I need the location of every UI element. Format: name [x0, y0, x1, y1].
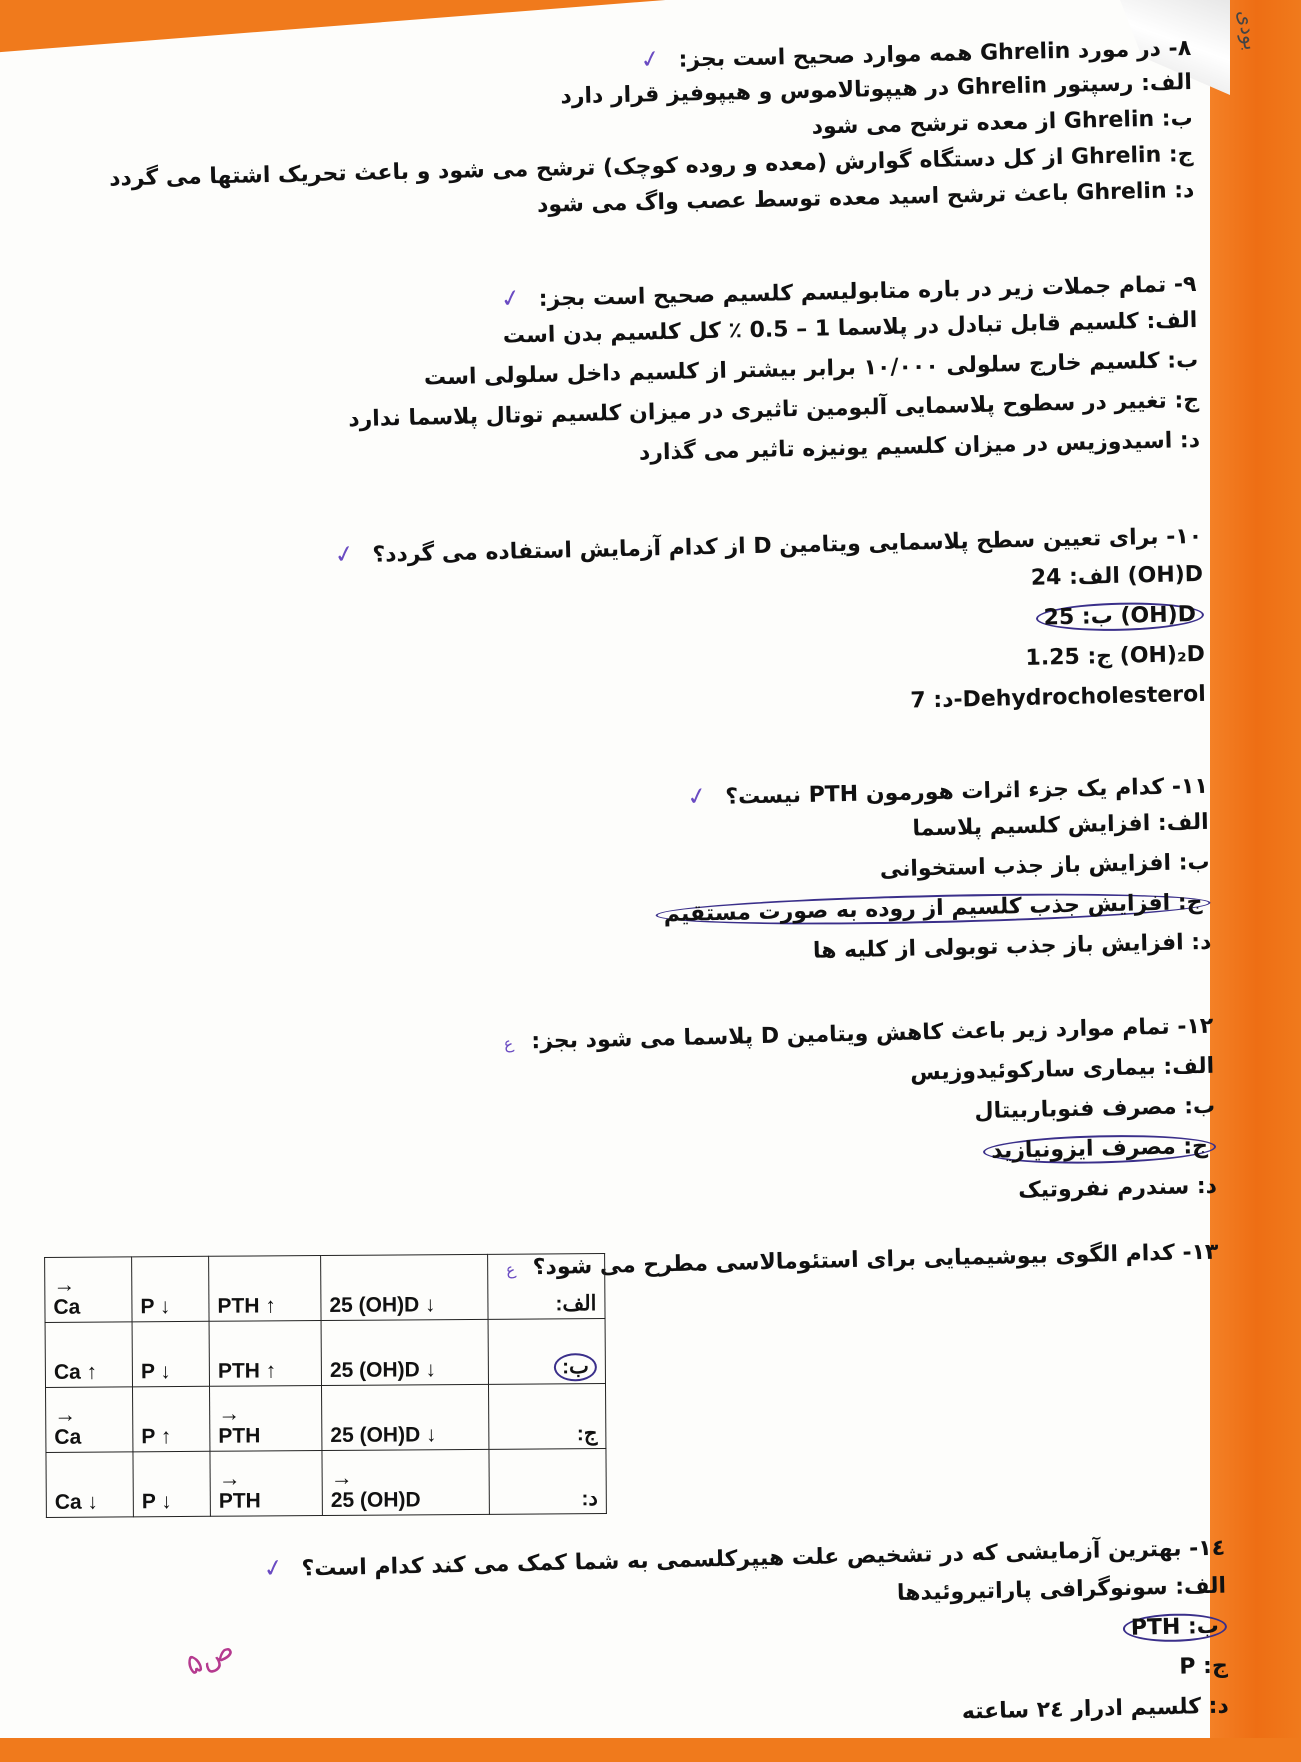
question-8-option-b: ب: Ghrelin از معده ترشح می شود — [811, 105, 1193, 140]
question-8-option-d: د: Ghrelin باعث ترشح اسید معده توسط عصب واگ می شود — [536, 177, 1195, 218]
question-10-option-c: ج: 1.25 (OH)₂D — [1025, 641, 1206, 671]
question-9-option-c: ج: تغییر در سطوح پلاسمایی آلبومین تاثیری در میزان کلسیم توتال پلاسما ندارد — [348, 387, 1200, 433]
table-row — [45, 1254, 605, 1323]
table-cell-p: P ↓ — [133, 1451, 210, 1517]
question-12-option-a: الف: بیماری سارکوئیدوزیس — [909, 1053, 1215, 1086]
table-cell-label: د: — [489, 1449, 606, 1515]
small-mark: ع — [503, 1259, 517, 1280]
question-12-option-d: د: سندرم نفروتیک — [1017, 1173, 1218, 1204]
check-mark-icon: ✓ — [498, 282, 524, 315]
question-10-stem: ١٠- برای تعیین سطح پلاسمایی ویتامین D از کدام آزمایش استفاده می گردد؟✓ — [331, 523, 1203, 571]
table-cell-p: P ↓ — [132, 1321, 209, 1387]
question-8-option-a: الف: رسپتور Ghrelin در هیپوتالاموس و هیپوفیز قرار دارد — [560, 69, 1193, 110]
table-cell-ca: Ca ↓ — [46, 1452, 133, 1518]
check-mark-icon: ✓ — [684, 780, 710, 813]
question-14-option-d: د: کلسیم ادرار ٢٤ ساعته — [961, 1693, 1229, 1725]
table-row — [46, 1384, 606, 1453]
question-9-option-a: الف: کلسیم قابل تبادل در پلاسما 1 – 0.5 ٪ کل کلسیم بدن است — [502, 307, 1198, 349]
question-10-option-d: د: 7-Dehydrocholesterol — [910, 681, 1207, 714]
small-mark: ع — [502, 1032, 516, 1054]
table-cell-vitd: 25 (OH)D ↓ — [322, 1384, 489, 1450]
table-cell-ca: Ca ↑ — [45, 1322, 132, 1388]
check-mark-icon: ✓ — [260, 1552, 287, 1584]
question-14-option-a: الف: سونوگرافی پاراتیروئیدها — [896, 1573, 1227, 1607]
table-cell-label: ج: — [488, 1384, 605, 1450]
question-10-option-b: ب: 25 (OH)D — [1035, 600, 1204, 634]
question-12-option-c: ج: مصرف ایزونیازید — [983, 1132, 1216, 1167]
table-cell-pth: PTH ↑ — [209, 1321, 321, 1387]
table-cell-p: P ↓ — [132, 1256, 209, 1322]
question-9-option-b: ب: کلسیم خارج سلولی ١٠/٠٠٠ برابر بیشتر از کلسیم داخل سلولی است — [423, 347, 1199, 391]
question-12-stem: ١٢- تمام موارد زیر باعث کاهش ویتامین D پلاسما می شود بجز:ع — [504, 1012, 1214, 1059]
question-14-option-c: ج: P — [1179, 1653, 1229, 1680]
corner-note: بودی — [1232, 7, 1264, 53]
osteomalacia-table — [44, 1253, 607, 1518]
table-cell-pth: → PTH — [210, 1451, 322, 1517]
question-11-stem: ١١- کدام یک جزء اثرات هورمون PTH نیست؟✓ — [684, 773, 1209, 813]
question-14-option-b: ب: PTH — [1122, 1612, 1227, 1644]
table-cell-pth: → PTH — [210, 1386, 322, 1452]
question-11-option-d: د: افزایش باز جذب توبولی از کلیه ها — [812, 929, 1212, 964]
table-row — [46, 1449, 606, 1518]
table-cell-vitd: → 25 (OH)D — [322, 1449, 489, 1515]
table-cell-ca: → Ca — [46, 1387, 133, 1453]
question-8-stem: ٨- در مورد Ghrelin همه موارد صحیح است بجز:✓ — [637, 35, 1192, 75]
table-cell-p: P ↑ — [133, 1386, 210, 1452]
question-8-option-c: ج: Ghrelin از کل دستگاه گوارش (معده و روده کوچک) ترشح می شود و باعث تحریک اشتها می گردد — [108, 141, 1194, 192]
question-9-option-d: د: اسیدوزیس در میزان کلسیم یونیزه تاثیر می گذارد — [638, 427, 1201, 466]
handwritten-signature: ص۵ — [180, 1631, 239, 1682]
question-10-option-a: الف: 24 (OH)D — [1030, 561, 1204, 591]
question-12-option-b: ب: مصرف فنوباربیتال — [974, 1093, 1216, 1125]
question-13-stem: ١٣- کدام الگوی بیوشیمیایی برای استئومالاسی مطرح می شود؟ع — [505, 1238, 1219, 1285]
table-row — [45, 1319, 605, 1388]
question-9-stem: ٩- تمام جملات زیر در باره متابولیسم کلسیم صحیح است بجز:✓ — [498, 271, 1197, 315]
question-11-option-c: ج: افزایش جذب کلسیم از روده به صورت مستقیم — [655, 888, 1210, 931]
table-cell-vitd: 25 (OH)D ↓ — [321, 1254, 488, 1320]
check-mark-icon: ✓ — [331, 538, 357, 571]
question-11-option-b: ب: افزایش باز جذب استخوانی — [879, 849, 1210, 883]
check-mark-icon: ✓ — [637, 43, 664, 75]
question-14-stem: ١٤- بهترین آزمایشی که در تشخیص علت هیپرکلسمی به شما کمک می کند کدام است؟✓ — [260, 1535, 1226, 1584]
table-cell-label: الف: — [488, 1254, 605, 1320]
table-cell-vitd: 25 (OH)D ↓ — [321, 1319, 488, 1385]
question-11-option-a: الف: افزایش کلسیم پلاسما — [912, 809, 1209, 842]
table-cell-ca: → Ca — [45, 1257, 132, 1323]
table-cell-label: ب: — [488, 1319, 605, 1385]
table-cell-pth: PTH ↑ — [209, 1256, 321, 1322]
